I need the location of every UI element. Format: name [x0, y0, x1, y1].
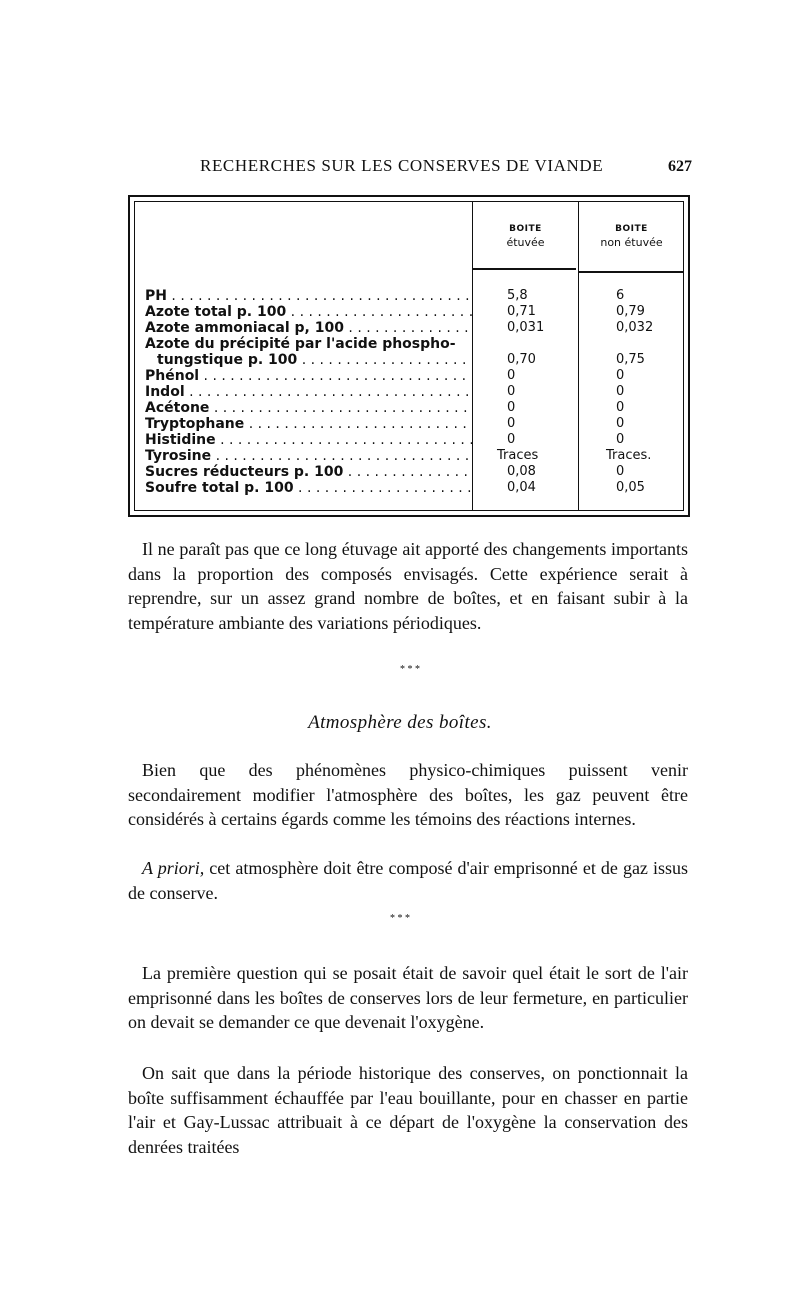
value-etuvee: 0,08: [507, 464, 536, 479]
table-row: [130, 480, 688, 496]
value-non-etuvee: 6: [616, 288, 625, 303]
table-row: [130, 288, 688, 304]
value-etuvee: 0: [507, 400, 516, 415]
value-non-etuvee: 0: [616, 368, 625, 383]
page-number: 627: [668, 158, 692, 175]
value-etuvee: 0,031: [507, 320, 545, 335]
column-header-line2: non étuvée: [600, 236, 663, 249]
table-row: [130, 352, 688, 368]
running-title: RECHERCHES SUR LES CONSERVES DE VIANDE: [200, 156, 604, 175]
page-header: [0, 156, 800, 180]
table-row: [130, 304, 688, 320]
data-table: [128, 195, 690, 517]
value-non-etuvee: 0: [616, 400, 625, 415]
table-row: [130, 320, 688, 336]
value-etuvee: Traces: [497, 448, 539, 463]
row-label: Tyrosine . . .: [145, 448, 473, 464]
row-label: PH . . .: [145, 288, 473, 304]
row-label: Histidine . . .: [145, 432, 473, 448]
value-non-etuvee: 0,032: [616, 320, 654, 335]
value-non-etuvee: 0: [616, 416, 625, 431]
row-label: Soufre total p. 100 . . .: [145, 480, 473, 496]
table-row: [130, 336, 688, 352]
header-rule: [473, 268, 576, 270]
row-label: Azote ammoniacal p, 100 . . .: [145, 320, 473, 336]
asterism: * * *: [390, 913, 410, 924]
table-row: [130, 416, 688, 432]
paragraph-text: cet atmosphère doit être composé d'air emprisonné et de gaz issus de conserve.: [128, 858, 688, 903]
value-etuvee: 0,70: [507, 352, 536, 367]
table-row: [130, 464, 688, 480]
paragraph-question: La première question qui se posait était de savoir quel était le sort de l'air emprisonné dans les boîtes de conserves lors de leur fermeture, en particulier on devait se demander ce que devenait l'oxygène.: [128, 963, 688, 1032]
row-label: Azote du précipité par l'acide phospho-: [145, 336, 456, 352]
value-non-etuvee: 0: [616, 464, 625, 479]
value-etuvee: 0,71: [507, 304, 536, 319]
table-row: [130, 368, 688, 384]
column-header-etuvee: [473, 222, 578, 250]
table-row: [130, 448, 688, 464]
paragraph-conclusion: Il ne paraît pas que ce long étuvage ait apporté des changements importants dans la proportion des composés envisagés. Cette expérience serait à reprendre, sur un assez grand nombre de boîtes, et en faisant subir à la température ambiante des variations périodiques.: [128, 539, 688, 633]
column-header-line1: BOITE: [509, 224, 542, 234]
value-non-etuvee: 0,05: [616, 480, 645, 495]
value-non-etuvee: 0: [616, 384, 625, 399]
value-non-etuvee: 0,79: [616, 304, 645, 319]
row-label: Indol . . .: [145, 384, 473, 400]
section-separator: [380, 915, 420, 923]
value-non-etuvee: 0,75: [616, 352, 645, 367]
paragraph-a-priori: [128, 856, 688, 905]
value-non-etuvee: 0: [616, 432, 625, 447]
value-etuvee: 0: [507, 384, 516, 399]
row-label: Tryptophane . . .: [145, 416, 473, 432]
value-etuvee: 0,04: [507, 480, 536, 495]
header-rule: [579, 271, 683, 273]
asterism: * * *: [400, 664, 420, 675]
table-row: [130, 400, 688, 416]
row-label: tungstique p. 100 . . .: [157, 352, 473, 368]
italic-a-priori: A priori,: [142, 858, 205, 878]
column-header-line1: BOITE: [615, 224, 648, 234]
value-etuvee: 0: [507, 416, 516, 431]
paragraph-history: On sait que dans la période historique des conserves, on ponctionnait la boîte suffisamment échauffée par l'eau bouillante, pour en chasser en partie l'air et Gay-Lussac attribuait à ce départ de l'oxygène la conservation des denrées traitées: [128, 1063, 688, 1157]
paragraph-atmosphere: Bien que des phénomènes physico-chimiques puissent venir secondairement modifier l'atmosphère des boîtes, les gaz peuvent être considérés à certains égards comme les témoins des réactions internes.: [128, 760, 688, 829]
table-row: [130, 432, 688, 448]
row-label: Phénol . . .: [145, 368, 473, 384]
row-label: Sucres réducteurs p. 100 . . .: [145, 464, 473, 480]
column-header-line2: étuvée: [506, 236, 545, 249]
row-label: Azote total p. 100 . . .: [145, 304, 473, 320]
table-row: [130, 384, 688, 400]
row-label: Acétone . . .: [145, 400, 473, 416]
value-non-etuvee: Traces.: [606, 448, 652, 463]
section-separator: [390, 666, 430, 674]
section-title: Atmosphère des boîtes.: [308, 712, 492, 733]
value-etuvee: 0: [507, 368, 516, 383]
value-etuvee: 5,8: [507, 288, 528, 303]
value-etuvee: 0: [507, 432, 516, 447]
column-header-non-etuvee: [579, 222, 684, 250]
